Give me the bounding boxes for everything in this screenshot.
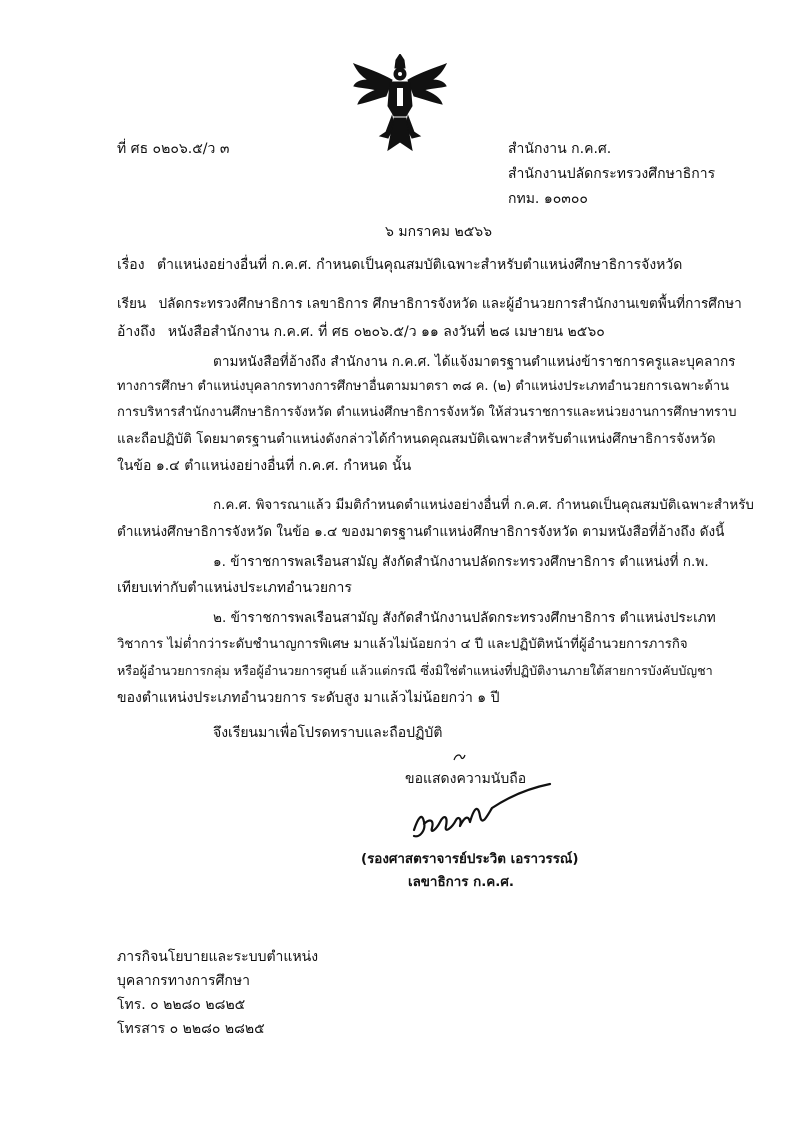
reference-text: หนังสือสำนักงาน ก.ค.ศ. ที่ ศธ ๐๒๐๖.๕/ว ๑๑ ลงวันที่ ๒๘ เมษายน ๒๕๖๐ xyxy=(167,324,605,340)
reference-line xyxy=(117,321,605,343)
initial-mark xyxy=(452,752,466,762)
footer-unit-line2: บุคลากรทางการศึกษา xyxy=(117,973,250,989)
footer-fax: โทรสาร ๐ ๒๒๘๐ ๒๘๒๕ xyxy=(117,1021,265,1037)
paragraph-line: ก.ค.ศ. พิจารณาแล้ว มีมติกำหนดตำแหน่งอย่างอื่นที่ ก.ค.ศ. กำหนดเป็นคุณสมบัติเฉพาะสำหรับ xyxy=(213,498,754,513)
subject-text: ตำแหน่งอย่างอื่นที่ ก.ค.ศ. กำหนดเป็นคุณสมบัติเฉพาะสำหรับตำแหน่งศึกษาธิการจังหวัด xyxy=(157,257,683,273)
paragraph-line: และถือปฏิบัติ โดยมาตรฐานตำแหน่งดังกล่าวได้กำหนดคุณสมบัติเฉพาะสำหรับตำแหน่งศึกษาธิการจังหวัด xyxy=(117,432,716,447)
paragraph-line: ของตำแหน่งประเภทอำนวยการ ระดับสูง มาแล้วไม่น้อยกว่า ๑ ปี xyxy=(117,690,500,706)
paragraph-line: ตำแหน่งศึกษาธิการจังหวัด ในข้อ ๑.๔ ของมาตรฐานตำแหน่งศึกษาธิการจังหวัด ตามหนังสือที่อ้างถึง ดังนี้ xyxy=(117,524,725,540)
paragraph-line: ในข้อ ๑.๔ ตำแหน่งอย่างอื่นที่ ก.ค.ศ. กำหนด นั้น xyxy=(117,458,412,474)
office-parent: สำนักงานปลัดกระทรวงศึกษาธิการ xyxy=(508,166,716,182)
document-number: ที่ ศธ ๐๒๐๖.๕/ว ๓ xyxy=(117,141,230,157)
office-postcode: กทม. ๑๐๓๐๐ xyxy=(508,191,588,207)
closing-sentence: จึงเรียนมาเพื่อโปรดทราบและถือปฏิบัติ xyxy=(213,725,443,741)
paragraph-line: วิชาการ ไม่ต่ำกว่าระดับชำนาญการพิเศษ มาแล้วไม่น้อยกว่า ๔ ปี และปฏิบัติหน้าที่ผู้อำนวยการภารกิจ xyxy=(117,637,688,652)
paragraph-line: เทียบเท่ากับตำแหน่งประเภทอำนวยการ xyxy=(117,580,352,596)
paragraph-line: การบริหารสำนักงานศึกษาธิการจังหวัด ตำแหน่งศึกษาธิการจังหวัด ให้ส่วนราชการและหน่วยงานการศึกษาทราบ xyxy=(117,405,737,420)
document-date: ๖ มกราคม ๒๕๖๖ xyxy=(385,224,493,240)
reference-label: อ้างถึง xyxy=(117,324,156,340)
addressee-line xyxy=(117,292,742,314)
paragraph-line: ทางการศึกษา ตำแหน่งบุคลากรทางการศึกษาอื่นตามมาตรา ๓๘ ค. (๒) ตำแหน่งประเภทอำนวยการเฉพาะด้าน xyxy=(117,379,730,394)
footer-phone: โทร. ๐ ๒๒๘๐ ๒๘๒๕ xyxy=(117,997,246,1013)
paragraph-line: ตามหนังสือที่อ้างถึง สำนักงาน ก.ค.ศ. ได้แจ้งมาตรฐานตำแหน่งข้าราชการครูและบุคลากร xyxy=(213,354,736,370)
office-name: สำนักงาน ก.ค.ศ. xyxy=(508,141,612,157)
subject-line xyxy=(117,254,682,276)
addressee-text: ปลัดกระทรวงศึกษาธิการ เลขาธิการ ศึกษาธิการจังหวัด และผู้อำนวยการสำนักงานเขตพื้นที่การศึกษา xyxy=(158,296,742,312)
footer-unit-line1: ภารกิจนโยบายและระบบตำแหน่ง xyxy=(117,949,319,965)
signatory-name: (รองศาสตราจารย์ประวิต เอราวรรณ์) xyxy=(361,852,579,867)
regards-text: ขอแสดงความนับถือ xyxy=(405,771,527,787)
addressee-label: เรียน xyxy=(117,296,147,312)
handwritten-signature xyxy=(400,778,560,848)
paragraph-line: ๑. ข้าราชการพลเรือนสามัญ สังกัดสำนักงานปลัดกระทรวงศึกษาธิการ ตำแหน่งที่ ก.พ. xyxy=(213,554,709,570)
paragraph-line: ๒. ข้าราชการพลเรือนสามัญ สังกัดสำนักงานปลัดกระทรวงศึกษาธิการ ตำแหน่งประเภท xyxy=(213,610,716,626)
subject-label: เรื่อง xyxy=(117,257,145,273)
signatory-position: เลขาธิการ ก.ค.ศ. xyxy=(408,875,514,890)
garuda-emblem-icon xyxy=(352,54,448,154)
paragraph-line: หรือผู้อำนวยการกลุ่ม หรือผู้อำนวยการศูนย์ แล้วแต่กรณี ซึ่งมิใช่ตำแหน่งที่ปฏิบัติงานภายใต้สายการบังคับบัญชา xyxy=(117,663,713,678)
